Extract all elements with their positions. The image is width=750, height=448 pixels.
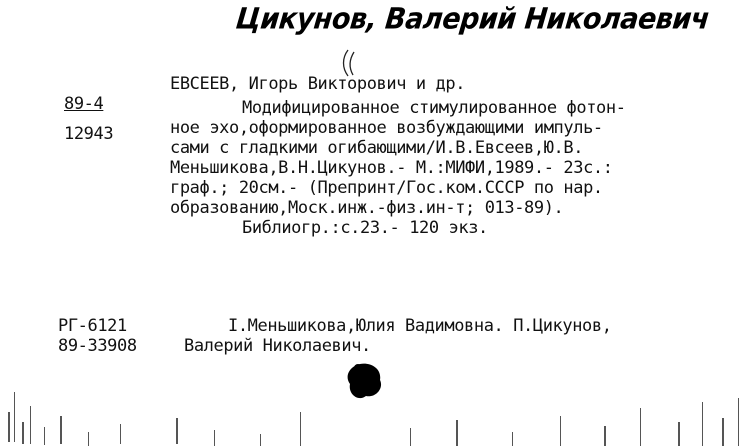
title-line-2: ное эхо,оформированное возбуждающими импуль- (170, 118, 603, 138)
author-line: ЕВСЕЕВ, Игорь Викторович и др. (170, 74, 466, 94)
handwritten-heading: Цикунов, Валерий Николаевич (234, 2, 711, 37)
tracing-line-1: I.Меньшикова,Юлия Вадимовна. П.Цикунов, (228, 316, 612, 336)
footer-code-1: РГ-6121 (58, 316, 127, 336)
title-line-1: Модифицированное стимулированное фотон- (242, 98, 626, 118)
series-line-1: граф.; 20см.- (Препринт/Гос.ком.СССР по нар. (170, 178, 603, 198)
series-line-2: образованию,Моск.инж.-физ.ин-т; 013-89). (170, 198, 564, 218)
imprint-line: Меньшикова,В.Н.Цикунов.- М.:МИФИ,1989.- 23с.: (170, 158, 613, 178)
inventory-number: 12943 (64, 124, 114, 144)
bibliography-line: Библиогр.:с.23.- 120 экз. (242, 218, 488, 238)
title-line-3: сами с гладкими огибающими/И.В.Евсеев,Ю.В. (170, 138, 584, 158)
class-code: 89-4 (64, 94, 104, 114)
tracing-line-2: Валерий Николаевич. (184, 336, 371, 356)
footer-code-2: 89-33908 (58, 336, 137, 356)
scan-noise (0, 372, 750, 448)
